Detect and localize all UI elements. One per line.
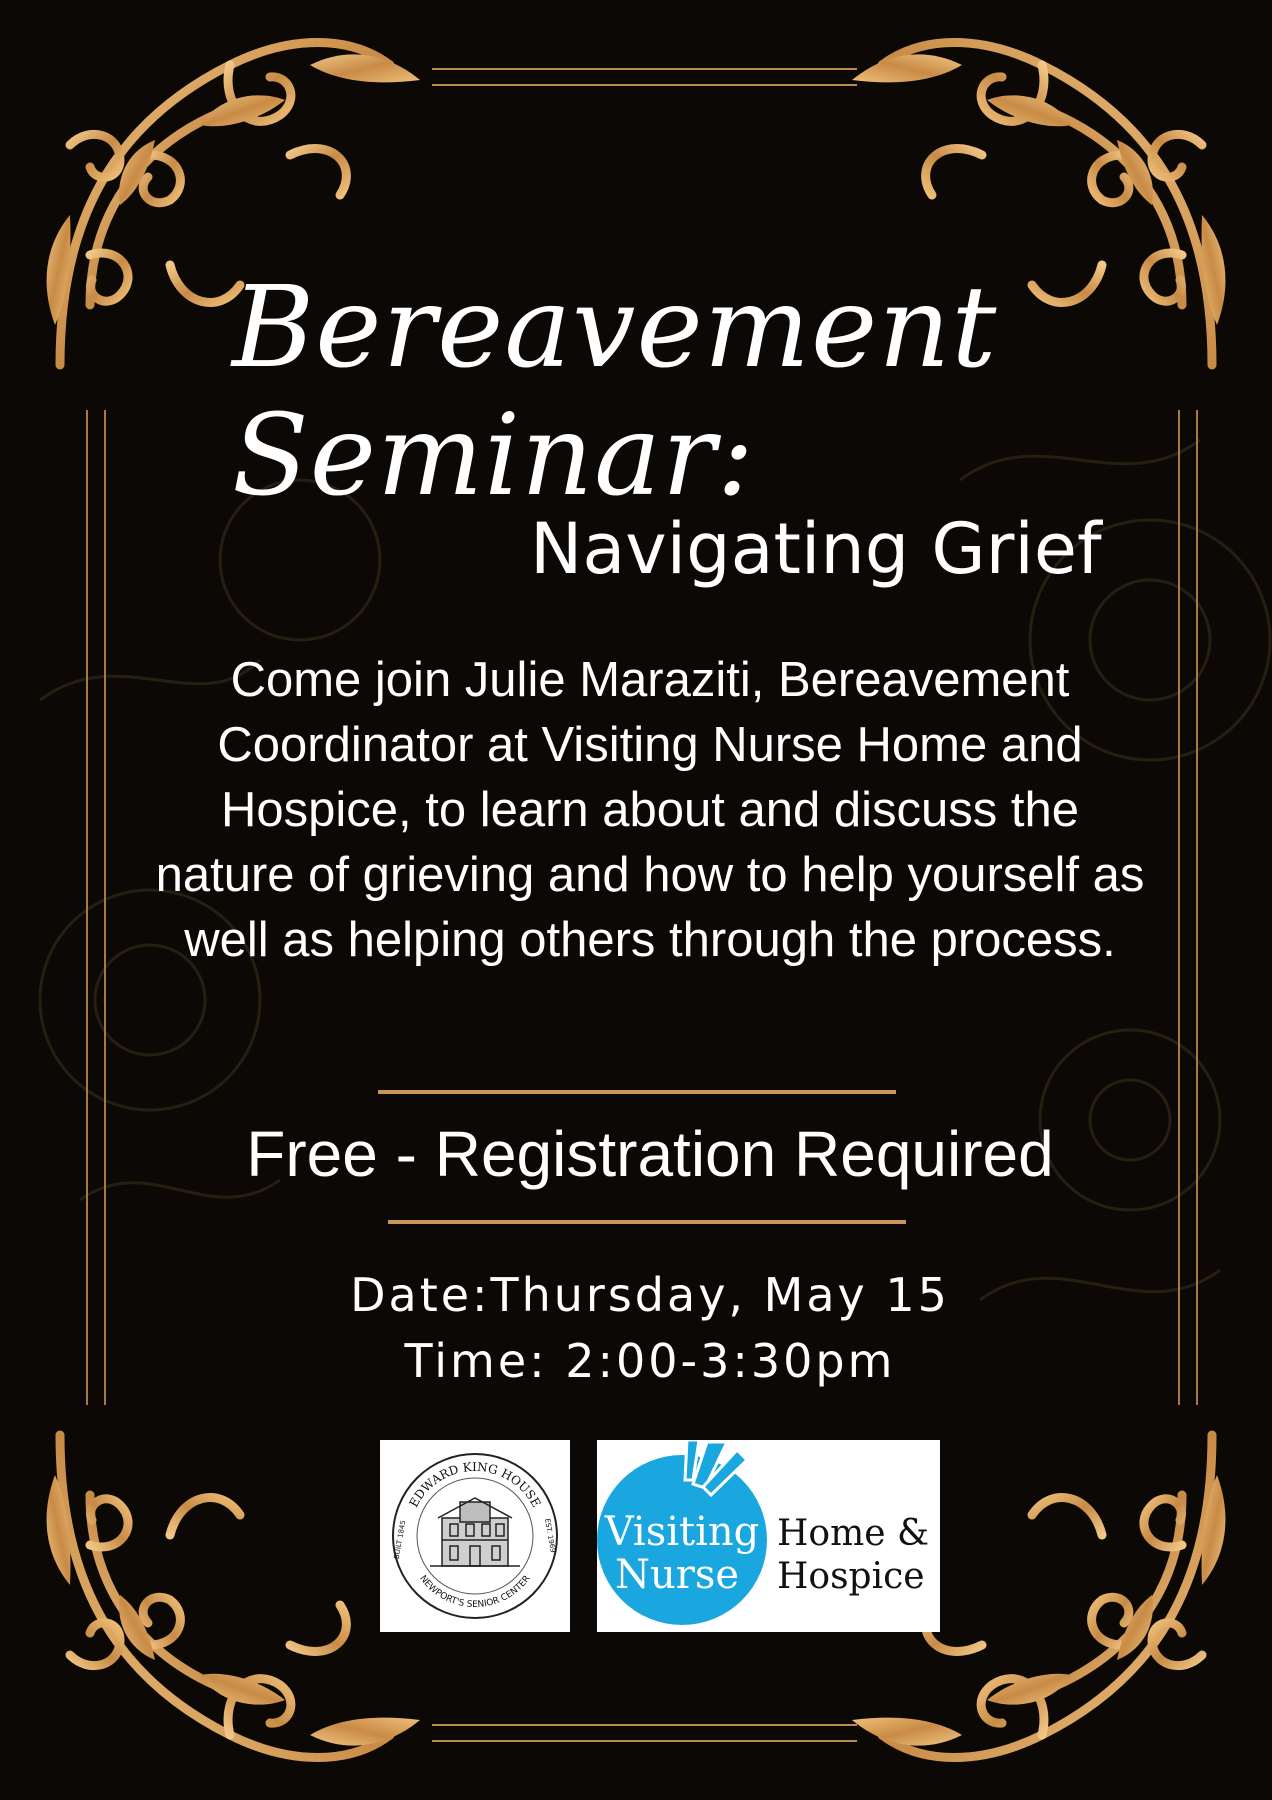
logo-text-visiting: Visiting: [604, 1509, 760, 1555]
event-time: Time: 2:00-3:30pm: [404, 1334, 896, 1388]
logo-text-nurse: Nurse: [614, 1552, 740, 1598]
registration-notice: Free - Registration Required: [246, 1118, 1054, 1190]
seal-bottom-text: NEWPORT'S SENIOR CENTER: [417, 1573, 533, 1610]
frame-right-line: [1196, 410, 1198, 1405]
divider-bottom: [388, 1220, 906, 1224]
subtitle: Navigating Grief: [530, 508, 1102, 590]
event-description: Come join Julie Maraziti, Bereavement Coordinator at Visiting Nurse Home and Hospice, to learn about and discuss the nature of grieving and how to help yourself as well as helping others through the process.: [155, 653, 1145, 967]
frame-top-line: [432, 68, 857, 70]
title-line-2: Seminar:: [232, 391, 756, 521]
frame-left-line: [104, 410, 106, 1405]
seal-left-text: BUILT 1845: [392, 1519, 408, 1560]
divider-top: [378, 1090, 896, 1094]
svg-text:NEWPORT'S SENIOR CENTER: [417, 1574, 532, 1610]
event-info: [150, 1262, 1150, 1394]
frame-bottom-line: [432, 1740, 857, 1742]
title-line-1: Bereavement: [232, 263, 998, 393]
house-icon: [430, 1498, 520, 1566]
seal-icon: [380, 1440, 570, 1632]
logo-text-hospice: Hospice: [777, 1556, 925, 1597]
seal-top-text: EDWARD KING HOUSE: [406, 1459, 544, 1510]
edward-king-house-logo: [380, 1440, 570, 1632]
logo-text-home: Home &: [777, 1513, 929, 1554]
corner-ornament-icon: [30, 1395, 430, 1795]
visiting-nurse-logo: [597, 1440, 940, 1632]
frame-bottom-line: [432, 1724, 857, 1726]
frame-top-line: [432, 84, 857, 86]
seal-right-text: EST. 1969: [543, 1517, 557, 1554]
event-date: Date:Thursday, May 15: [350, 1268, 950, 1322]
frame-left-line: [86, 410, 88, 1405]
visiting-nurse-logo-icon: [597, 1440, 940, 1632]
frame-right-line: [1178, 410, 1180, 1405]
